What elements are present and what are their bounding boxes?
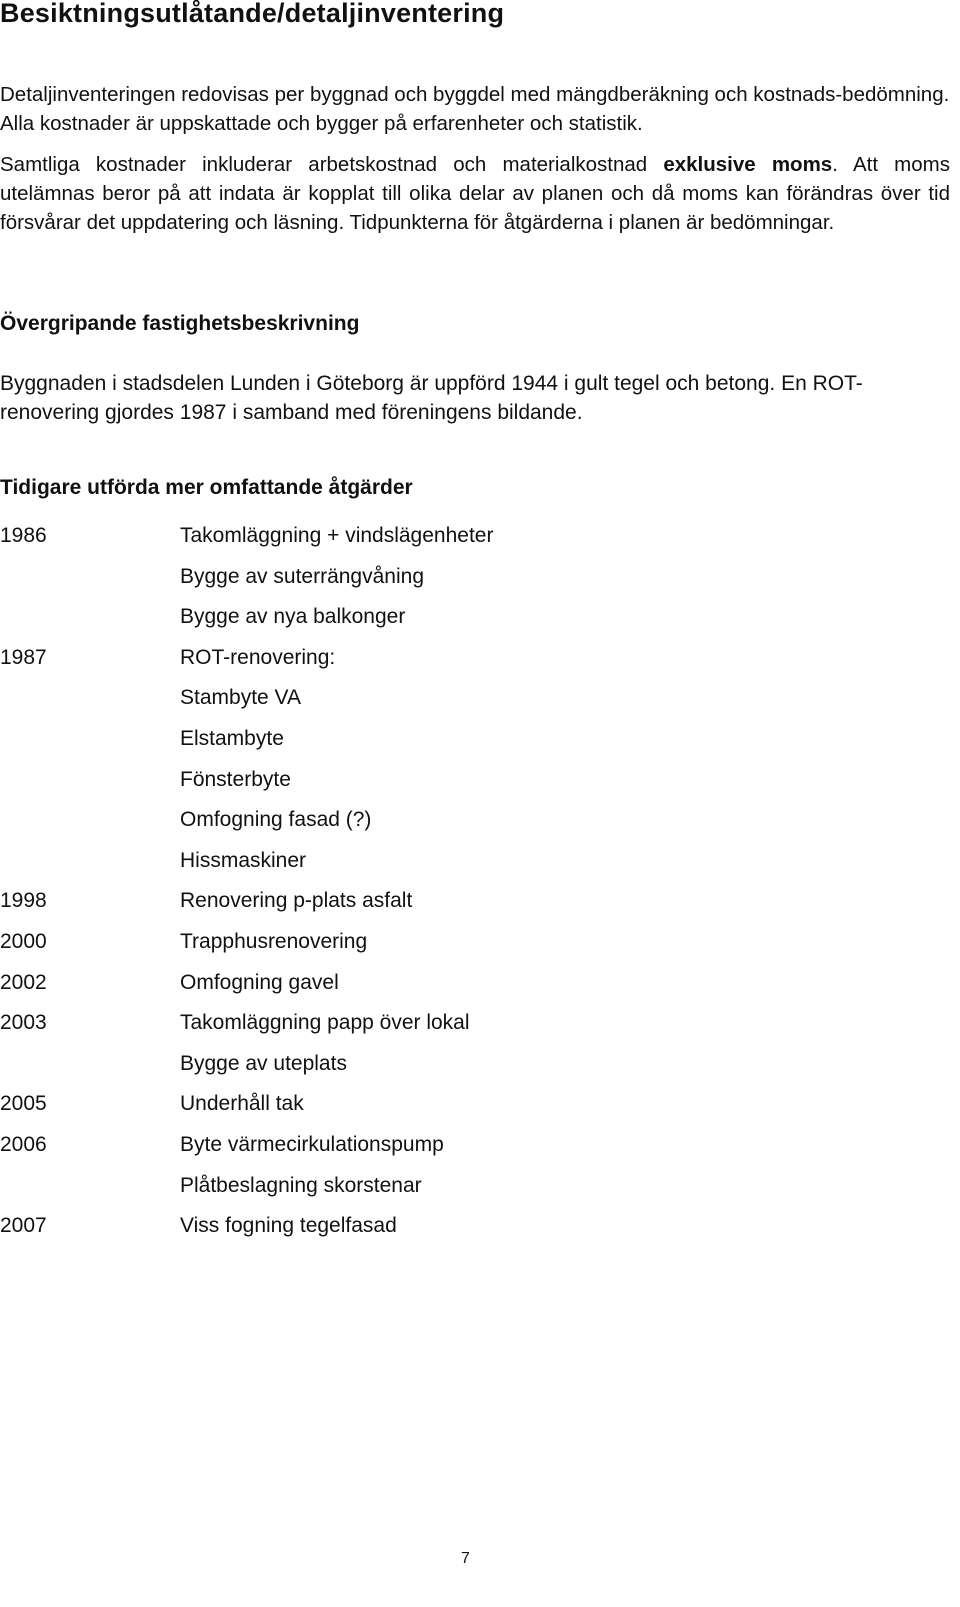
- list-item: [0, 971, 900, 1012]
- measure-year: 1998: [0, 889, 47, 913]
- measure-year: 2006: [0, 1132, 47, 1156]
- measure-description: Byte värmecirkulationspump: [180, 1132, 444, 1156]
- list-item: [0, 1052, 900, 1093]
- list-item: [0, 1133, 900, 1174]
- list-item: [0, 1214, 900, 1255]
- measure-year: 2002: [0, 970, 47, 994]
- measure-description: Omfogning fasad (?): [180, 808, 372, 832]
- list-item: [0, 889, 900, 930]
- measure-description: Elstambyte: [180, 726, 284, 750]
- list-item: [0, 1092, 900, 1133]
- measure-description: Bygge av nya balkonger: [180, 605, 406, 629]
- list-item: [0, 768, 900, 809]
- measure-description: Stambyte VA: [180, 686, 301, 710]
- page-number: 7: [461, 1550, 470, 1567]
- page-title: Besiktningsutlåtande/detaljinventering: [0, 0, 505, 28]
- property-description: Byggnaden i stadsdelen Lunden i Göteborg är uppförd 1944 i gult tegel och betong. En ROT-renovering gjordes 1987 i samband med föreningens bildande.: [0, 372, 863, 424]
- measure-description: Omfogning gavel: [180, 970, 339, 994]
- list-item: [0, 727, 900, 768]
- measure-description: ROT-renovering:: [180, 645, 336, 669]
- list-item: [0, 565, 900, 606]
- measure-year: 2003: [0, 1011, 47, 1035]
- list-item: [0, 1174, 900, 1215]
- list-item: [0, 808, 900, 849]
- measure-description: Underhåll tak: [180, 1092, 304, 1116]
- list-item: [0, 1011, 900, 1052]
- measure-description: Renovering p-plats asfalt: [180, 889, 413, 913]
- list-item: [0, 686, 900, 727]
- list-item: [0, 605, 900, 646]
- measure-description: Bygge av uteplats: [180, 1051, 347, 1075]
- measure-description: Fönsterbyte: [180, 767, 291, 791]
- list-item: [0, 930, 900, 971]
- property-heading: Övergripande fastighetsbeskrivning: [0, 312, 360, 335]
- measure-year: 1987: [0, 645, 47, 669]
- intro-paragraph-1: Detaljinventeringen redovisas per byggnad och byggdel med mängdberäkning och kostnads-bedömning. Alla kostnader är uppskattade och bygger på erfarenheter och statistik.: [0, 83, 950, 135]
- list-item: [0, 524, 900, 565]
- measure-description: Trapphusrenovering: [180, 929, 368, 953]
- measure-description: Hissmaskiner: [180, 848, 307, 872]
- measure-description: Bygge av suterrängvåning: [180, 564, 424, 588]
- intro-p2-emphasis: exklusive moms: [663, 153, 833, 176]
- intro-p2-end: . Att moms utelämnas beror på att indata är kopplat till olika delar av planen och då moms kan förändras över tid försvårar det uppdatering och läsning. Tidpunkterna för åtgärderna i planen är bedömningar.: [0, 153, 950, 234]
- measure-year: 2000: [0, 929, 47, 953]
- list-item: [0, 646, 900, 687]
- measure-description: Takomläggning + vindslägenheter: [180, 524, 494, 547]
- measure-description: Plåtbeslagning skorstenar: [180, 1173, 422, 1197]
- measures-heading: Tidigare utförda mer omfattande åtgärder: [0, 476, 413, 499]
- measure-year: 2005: [0, 1092, 47, 1116]
- list-item: [0, 849, 900, 890]
- measures-list: [0, 524, 900, 1255]
- measure-year: 1986: [0, 524, 47, 547]
- measure-description: Takomläggning papp över lokal: [180, 1011, 470, 1035]
- intro-paragraph-2: [0, 150, 950, 237]
- measure-year: 2007: [0, 1214, 47, 1238]
- measure-description: Viss fogning tegelfasad: [180, 1214, 397, 1238]
- intro-p2-start: Samtliga kostnader inkluderar arbetskostnad och materialkostnad: [0, 153, 664, 176]
